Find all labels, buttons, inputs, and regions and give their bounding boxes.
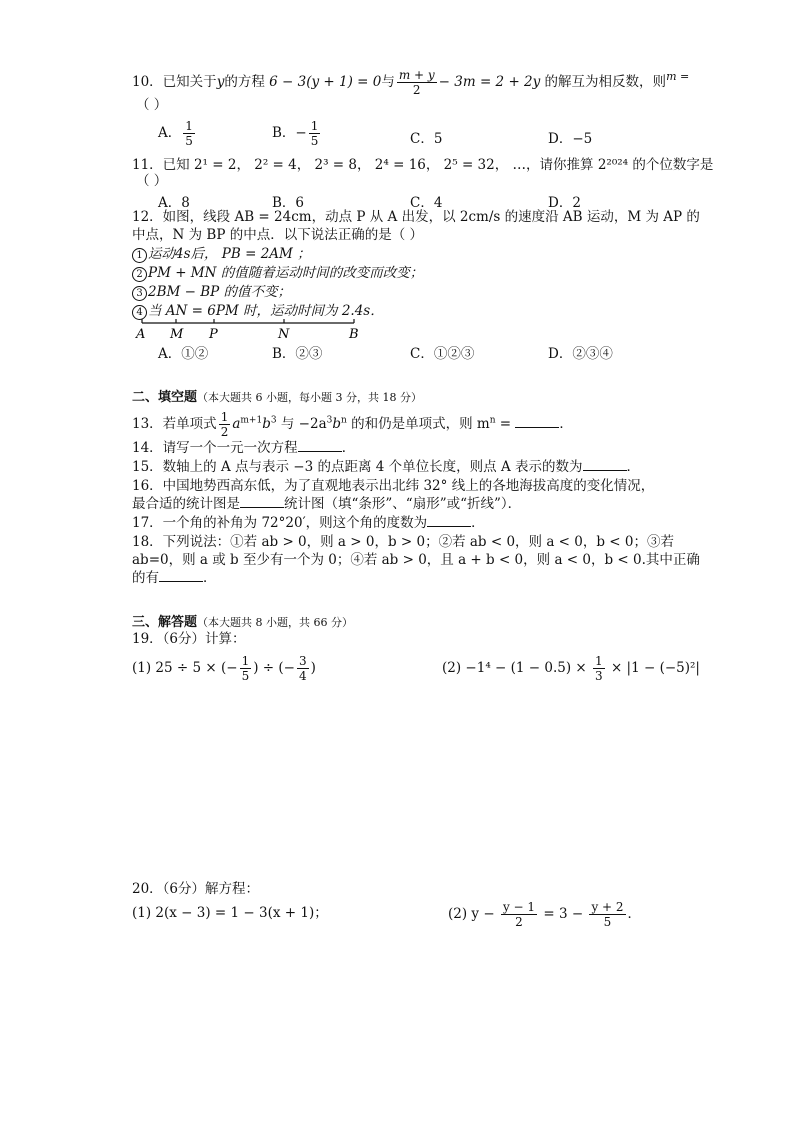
q10-option-a-label: A． xyxy=(158,125,182,141)
q13-answer-blank[interactable] xyxy=(515,415,559,428)
q15-text: 15．数轴上的 A 点与表示 −3 的点距离 4 个单位长度，则点 A 表示的数为 xyxy=(132,459,583,475)
q13-a2-exp: 3 xyxy=(326,415,333,426)
section-3-heading: 三、解答题 xyxy=(132,615,198,630)
q12-line-1: 12．如图，线段 AB = 24cm，动点 P 从 A 出发，以 2cm/s 的速度沿 AB 运动，M 为 AP 的 xyxy=(132,209,700,225)
q18-text: 的有 xyxy=(132,570,159,586)
q10-frac-den: 2 xyxy=(412,83,421,97)
q18-line-3 xyxy=(132,569,217,587)
q13-text-2: 与 −2a xyxy=(276,416,327,432)
q19-part-1 xyxy=(132,654,316,683)
q11-option-c: C．4 xyxy=(410,195,443,211)
q19-p2-frac xyxy=(593,654,605,683)
q20-heading: 20．（6分）解方程： xyxy=(132,881,260,897)
q10-option-a xyxy=(158,119,197,148)
section-2-title xyxy=(132,386,422,405)
q20-p2-num: y − 1 xyxy=(502,900,536,914)
q12-option-c: C．①②③ xyxy=(410,346,475,362)
q14-text: 14．请写一个一元一次方程 xyxy=(132,440,298,456)
q20-p2-period: ． xyxy=(627,906,642,922)
section-3-note: （本大题共 8 小题，共 66 分） xyxy=(197,616,353,629)
q13-a-exp: m+1 xyxy=(240,415,263,426)
q19-p1-frac-1 xyxy=(240,654,252,683)
q18-answer-blank[interactable] xyxy=(159,569,203,582)
q10-option-b xyxy=(272,119,322,148)
q12-s3-text: 2BM − BP 的值不变； xyxy=(148,284,292,300)
q10-text-4: 的解互为相反数，则 xyxy=(540,74,667,90)
q10-optA-den: 5 xyxy=(185,134,193,148)
q16-answer-blank[interactable] xyxy=(240,495,284,508)
q19-p1-num2: 3 xyxy=(298,654,307,668)
q12-statement-3 xyxy=(132,283,291,301)
circled-1: 1 xyxy=(132,248,147,263)
q10-equation-2: − 3m = 2 + 2y xyxy=(438,74,541,90)
q15-period: ． xyxy=(626,459,640,475)
q10-option-b-label: B．− xyxy=(272,125,307,141)
q13-text-3: 的和仍是单项式，则 m xyxy=(346,416,490,432)
q12-s1-text: 运动4s后， PB = 2AM ； xyxy=(148,246,311,262)
q17-text: 17．一个角的补角为 72°20′，则这个角的度数为 xyxy=(132,515,428,531)
q10-fraction xyxy=(397,68,437,97)
q12-option-d: D．②③④ xyxy=(548,346,613,362)
q13-m-exp: n xyxy=(489,415,496,426)
q20-p2-frac-1 xyxy=(501,900,537,929)
q13-period: ． xyxy=(559,416,573,432)
q18-line-1: 18．下列说法：①若 ab > 0，则 a > 0，b > 0；②若 ab < 0，则 a < 0，b < 0；③若 xyxy=(132,534,675,550)
q13-a: a xyxy=(232,416,241,432)
label-m: M xyxy=(170,327,184,342)
q13-b-exp: 3 xyxy=(270,415,277,426)
q12-s2-text: PM + MN 的值随着运动时间的改变而改变； xyxy=(148,265,424,281)
q19-p1-den: 5 xyxy=(241,669,250,683)
q12-s4-text: 当 AN = 6PM 时，运动时间为 2.4s． xyxy=(148,303,384,319)
q13-fraction xyxy=(219,410,231,439)
q11-paren: （ ） xyxy=(136,173,168,189)
q13-text: 13．若单项式 xyxy=(132,416,217,432)
q13-b2: b xyxy=(332,416,342,432)
q12-line-2: 中点，N 为 BP 的中点．以下说法正确的是（ ） xyxy=(132,227,423,243)
q19-p2-num: 1 xyxy=(595,654,603,668)
section-2-heading: 二、填空题 xyxy=(132,390,198,405)
q10-option-b-frac xyxy=(309,119,321,148)
q10-text: 10．已知关于 xyxy=(132,74,217,90)
question-11: 11．已知 2¹ = 2， 2² = 4， 2³ = 8， 2⁴ = 16， 2⁵ = 32， …，请你推算 2²⁰²⁴ 的个位数字是 xyxy=(132,157,714,173)
label-b: B xyxy=(349,327,359,342)
q10-m: m = xyxy=(666,70,690,83)
q17-answer-blank[interactable] xyxy=(427,514,471,527)
q12-option-a: A．①② xyxy=(158,346,209,362)
question-10: 10．已知关于y的方程 6 − 3(y + 1) = 0与 $\frac{m + y}{2}$ − 3m = 2 + 2y 的解互为相反数，则$^{m =}$ xyxy=(132,68,690,97)
circled-2: 2 xyxy=(132,267,147,282)
q20-p2-frac-2 xyxy=(589,900,625,929)
q20-part-1: (1) 2(x − 3) = 1 − 3(x + 1)； xyxy=(132,905,328,921)
q12-statement-1 xyxy=(132,245,311,263)
segment-diagram xyxy=(132,316,372,342)
q10-text-3: 与 xyxy=(381,74,395,90)
q20-part-2 xyxy=(448,900,641,929)
q19-p1-num: 1 xyxy=(241,654,250,668)
q13-b: b xyxy=(262,416,271,432)
q13-eq: = xyxy=(495,416,516,432)
label-n: N xyxy=(278,327,290,342)
q19-part-2 xyxy=(442,654,700,683)
q14-answer-blank[interactable] xyxy=(298,439,342,452)
q12-option-b: B．②③ xyxy=(272,346,323,362)
q19-heading: 19．（6分）计算： xyxy=(132,631,246,647)
q16-text: 最合适的统计图是 xyxy=(132,496,240,512)
q19-p1-close: ) xyxy=(310,660,316,676)
q16-line-2 xyxy=(132,495,521,513)
circled-3: 3 xyxy=(132,286,147,301)
q10-option-a-frac xyxy=(183,119,195,148)
q20-p2-text: (2) y − xyxy=(448,906,499,922)
question-15 xyxy=(132,458,640,476)
q13-b2-exp: n xyxy=(341,415,347,426)
q10-paren: （ ） xyxy=(136,97,168,113)
q19-p2-text: (2) −1⁴ − (1 − 0.5) × xyxy=(442,660,592,676)
q19-p1-den2: 4 xyxy=(298,669,307,683)
label-p: P xyxy=(209,327,218,342)
q10-optA-num: 1 xyxy=(185,119,193,133)
section-2-note: （本大题共 6 小题，每小题 3 分，共 18 分） xyxy=(197,391,422,404)
q19-p1-paren: (− xyxy=(220,660,238,676)
q19-p2-den: 3 xyxy=(595,669,603,683)
q14-period: ． xyxy=(341,440,356,456)
circled-4: 4 xyxy=(132,305,147,320)
q13-frac-num: 1 xyxy=(220,410,229,424)
q19-p1-text: (1) 25 ÷ 5 × xyxy=(132,660,221,676)
q18-line-2: ab=0，则 a 或 b 至少有一个为 0；④若 ab > 0，且 a + b < 0，则 a < 0，b < 0.其中正确 xyxy=(132,552,700,568)
label-a: A xyxy=(136,327,146,342)
q10-equation-1: 6 − 3(y + 1) = 0 xyxy=(269,74,382,90)
q16-line-1: 16．中国地势西高东低，为了直观地表示出北纬 32° 线上的各地海拔高度的变化情况， xyxy=(132,478,655,494)
q18-period: ． xyxy=(203,570,217,586)
q10-optB-num: 1 xyxy=(310,119,319,133)
q10-optB-den: 5 xyxy=(310,134,319,148)
q10-option-c: C．5 xyxy=(410,131,443,147)
q11-option-d: D．2 xyxy=(548,195,581,211)
q11-option-b: B．6 xyxy=(272,195,305,211)
q16-text-2: 统计图（填“条形”、“扇形”或“折线”）． xyxy=(284,496,522,512)
q10-text-2: 的方程 xyxy=(224,74,265,90)
question-14 xyxy=(132,439,355,457)
q13-frac-den: 2 xyxy=(220,425,229,439)
q10-frac-num: m + y xyxy=(398,68,435,82)
question-17 xyxy=(132,514,485,532)
q20-p2-den2: 5 xyxy=(603,915,612,929)
q19-p1-mid: ) ÷ (− xyxy=(253,660,295,676)
q12-statement-2 xyxy=(132,264,423,282)
q20-p2-num2: y + 2 xyxy=(591,900,624,914)
q10-option-d: D．−5 xyxy=(548,131,593,147)
q11-option-a: A．8 xyxy=(158,195,190,211)
q15-answer-blank[interactable] xyxy=(583,458,627,471)
q17-period: ． xyxy=(471,515,485,531)
section-3-title xyxy=(132,611,353,630)
question-13 xyxy=(132,410,573,439)
q20-p2-den: 2 xyxy=(515,915,523,929)
q19-p2-text-2: × |1 − (−5)²| xyxy=(606,660,700,676)
q19-p1-frac-2 xyxy=(297,654,309,683)
q20-p2-text-2: = 3 − xyxy=(539,906,588,922)
